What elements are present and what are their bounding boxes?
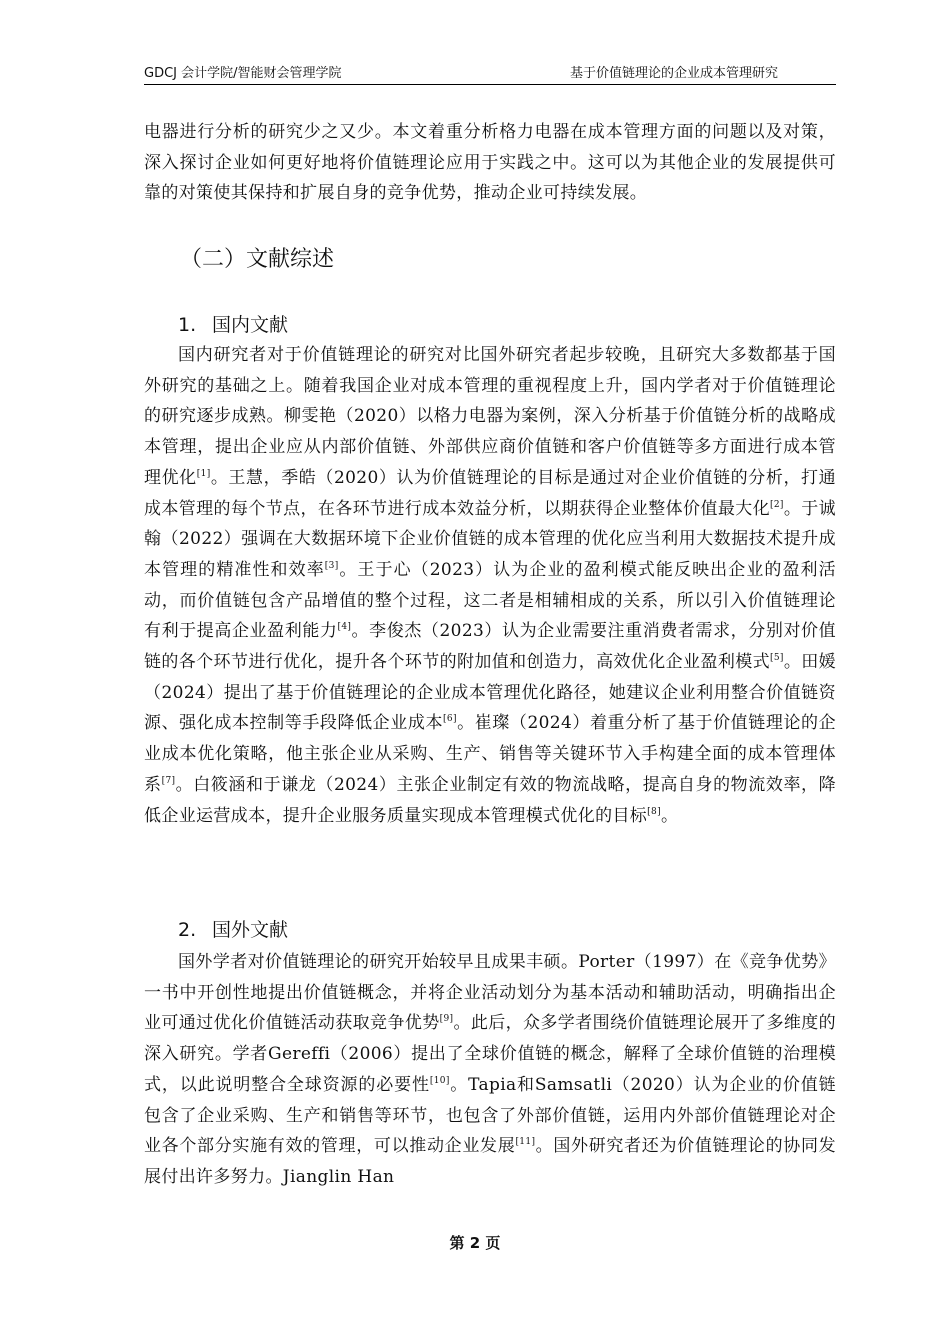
text-segment: 。崔璨（2024）着重分析了基于价值链理论的企业成本优化策略，他主张企业从采购、生产、销售等关键环节入手构建全面的成本管理体系: [144, 713, 836, 795]
foreign-literature-paragraph: [144, 947, 836, 1193]
text-segment: 国内研究者对于价值链理论的研究对比国外研究者起步较晚，且研究大多数都基于国外研究的基础之上。随着我国企业对成本管理的重视程度上升，国内学者对于价值链理论的研究逐步成熟。柳雯艳（2020）以格力电器为案例，深入分析基于价值链分析的战略成本管理，提出企业应从内部价值链、外部供应商价值链和客户价值链等多方面进行成本管理优化: [144, 345, 836, 488]
text-segment: 。: [660, 805, 679, 826]
text-segment: 。王慧，季皓（2020）认为价值链理论的目标是通过对企业价值链的分析，打通成本管理的每个节点，在各环节进行成本效益分析，以期获得企业整体价值最大化: [144, 467, 836, 519]
subsection-title: 国内文献: [212, 314, 289, 336]
text-segment: 国外学者对价值链理论的研究开始较早且成果丰硕。Porter（1997）在《竞争优势》一书中开创性地提出价值链概念，并将企业活动划分为基本活动和辅助活动，明确指出企业可通过优化价值链活动获取竞争优势: [144, 952, 836, 1034]
header-right: 基于价值链理论的企业成本管理研究: [569, 66, 778, 81]
subsection-foreign-heading: [178, 916, 288, 944]
citation: [10]: [429, 1075, 450, 1086]
text-segment: 。Tapia和Samsatli（2020）认为企业的价值链包含了企业采购、生产和销售等环节，也包含了外部价值链，运用内外部价值链理论对企业各个部分实施有效的管理，可以推动企业发展: [144, 1074, 836, 1157]
text-segment: 。李俊杰（2023）认为企业需要注重消费者需求，分别对价值链的各个环节进行优化，提升各个环节的附加值和创造力，高效优化企业盈利模式: [144, 621, 836, 673]
text-segment: 。田媛（2024）提出了基于价值链理论的企业成本管理优化路径，她建议企业利用整合价值链资源、强化成本控制等手段降低企业成本: [144, 652, 836, 734]
citation: [5]: [770, 653, 784, 664]
citation: [4]: [337, 622, 352, 633]
citation: [3]: [324, 560, 339, 571]
citation: [2]: [770, 499, 784, 510]
subsection-number: 1.: [178, 314, 197, 336]
text-segment: 。此后，众多学者围绕价值链理论展开了多维度的深入研究。学者Gereffi（2006）提出了全球价值链的概念，解释了全球价值链的治理模式，以此说明整合全球资源的必要性: [144, 1013, 837, 1095]
citation: [8]: [647, 806, 661, 817]
page-number: 第 2 页: [449, 1234, 501, 1252]
text-segment: 。王于心（2023）认为企业的盈利模式能反映出企业的盈利活动，而价值链包含产品增值的整个过程，这二者是相辅相成的关系，所以引入价值链理论有利于提高企业盈利能力: [144, 559, 836, 642]
domestic-literature-paragraph: [144, 340, 836, 831]
citation: [1]: [196, 468, 211, 479]
citation: [11]: [515, 1137, 536, 1148]
subsection-domestic-heading: [178, 311, 288, 339]
text-segment: 。白筱涵和于谦龙（2024）主张企业制定有效的物流战略，提高自身的物流效率，降低企业运营成本，提升企业服务质量实现成本管理模式优化的目标: [144, 774, 836, 826]
header-left: GDCJ 会计学院/智能财会管理学院: [144, 66, 342, 81]
subsection-title: 国外文献: [212, 919, 289, 941]
citation: [9]: [439, 1014, 454, 1025]
text-segment: 。国外研究者还为价值链理论的协同发展付出许多努力。Jianglin Han: [144, 1136, 836, 1187]
text-segment: 。于诚翰（2022）强调在大数据环境下企业价值链的成本管理的优化应当利用大数据技术提升成本管理的精准性和效率: [144, 498, 836, 580]
citation: [6]: [443, 714, 457, 725]
subsection-number: 2.: [178, 919, 197, 941]
intro-paragraph: 电器进行分析的研究少之又少。本文着重分析格力电器在成本管理方面的问题以及对策，深入探讨企业如何更好地将价值链理论应用于实践之中。这可以为其他企业的发展提供可靠的对策使其保持和扩展自身的竞争优势，推动企业可持续发展。: [144, 122, 836, 204]
citation: [7]: [161, 775, 176, 786]
page-header: [144, 66, 836, 85]
section-title: （二）文献综述: [180, 247, 335, 272]
